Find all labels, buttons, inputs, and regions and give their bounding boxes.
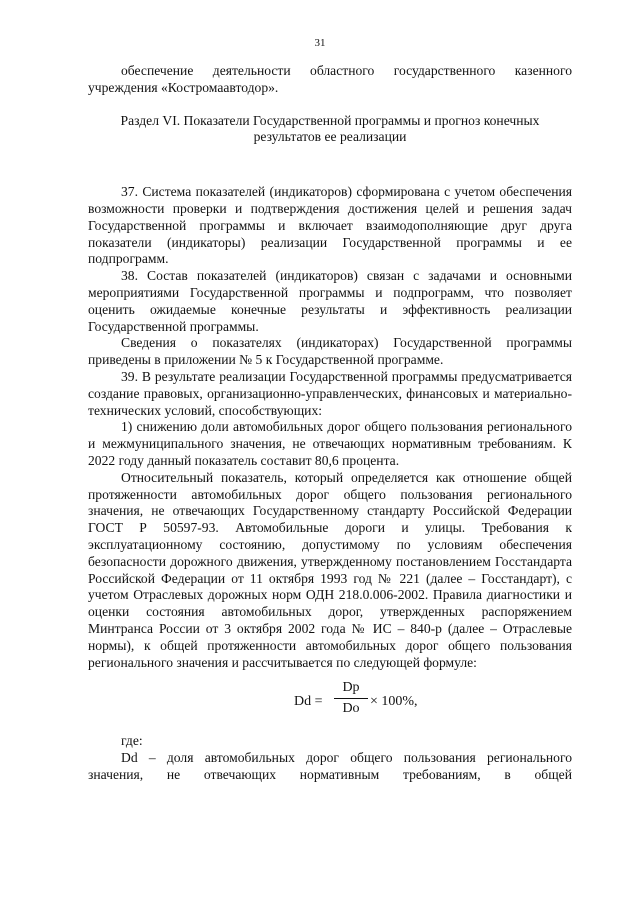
paragraph-38: 38. Состав показателей (индикаторов) связан с задачами и основными мероприятиями Государственной программы и подпрограмм, что позволяет оценить ожидаемые конечные результаты и эффективность реализации Государственной программы. [88, 268, 572, 334]
formula-numerator: Dp [342, 680, 360, 696]
page-number: 31 [314, 37, 326, 49]
formula-lhs: Dd = [294, 694, 323, 710]
paragraph-37: 37. Система показателей (индикаторов) сформирована с учетом обеспечения возможности проверки и подтверждения достижения целей и решения задач Государственной программы и включает взаимодополняющие друг друга показатели (индикаторы) реализации Государственной программы и ее подпрограмм. [88, 184, 572, 267]
definition-paragraph: Dd – доля автомобильных дорог общего пользования регионального значения, не отвечающих нормативным требованиям, в общей [88, 750, 572, 782]
paragraph-39: 39. В результате реализации Государственной программы предусматривается создание правовых, организационно-управленческих, финансовых и материально-технических условий, способствующих: [88, 368, 572, 418]
formula-fraction [334, 679, 368, 718]
formula [88, 677, 572, 729]
section-heading-line-1: Раздел VI. Показатели Государственной программы и прогноз конечных [120, 112, 540, 128]
intro-paragraph: обеспечение деятельности областного государственного казенного учреждения «Костромаавтодор». [88, 63, 572, 95]
formula-rhs: × 100%, [370, 694, 418, 710]
paragraph-relative-indicator: Относительный показатель, который определяется как отношение общей протяженности автомобильных дорог общего пользования регионального значения, не отвечающих Государственному стандарту Российской Федерации ГОСТ Р 50597-93. Автомобильные дороги и улицы. Требования к эксплуатационному состоянию, допустимому по условиям обеспечения безопасности дорожного движения, утвержденному постановлением Госстандарта Российской Федерации от 11 октября 1993 год № 221 (далее – Госстандарт), с учетом Отраслевых дорожных норм ОДН 218.0.006-2002. Правила диагностики и оценки состояния автомобильных дорог, утвержденных распоряжением Минтранса России от 3 октября 2002 года № ИС – 840-р (далее – Отраслевые нормы), к общей протяженности автомобильных дорог общего пользования регионального значения и рассчитывается по следующей формуле: [88, 469, 572, 670]
paragraph-indicators-info: Сведения о показателях (индикаторах) Государственной программы приведены в приложении № 5 к Государственной программе. [88, 335, 572, 368]
page-content [88, 63, 572, 784]
formula-denominator: Do [342, 701, 360, 717]
paragraph-item-1: 1) снижению доли автомобильных дорог общего пользования регионального и межмуниципального значения, не отвечающих нормативным требованиям. К 2022 году данный показатель составит 80,6 процента. [88, 419, 572, 468]
section-heading-line-2: результатов ее реализации [253, 129, 407, 145]
fraction-bar [334, 698, 368, 699]
where-label: где: [121, 733, 143, 749]
